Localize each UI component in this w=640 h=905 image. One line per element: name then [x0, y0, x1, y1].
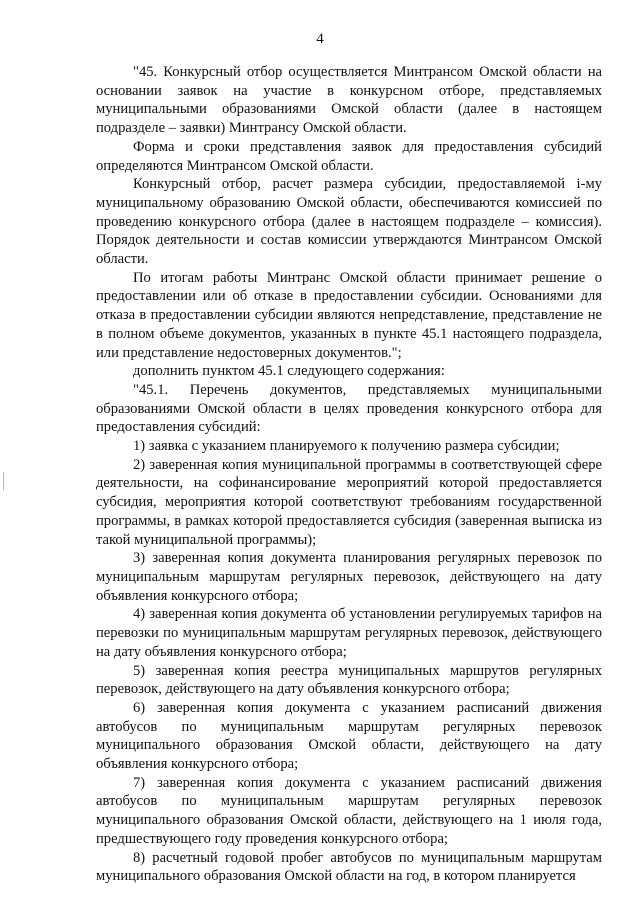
- list-item-2: 2) заверенная копия муниципальной программы в соответствующей сфере деятельности, на софинансирование мероприятий которой предоставляется субсидия, мероприятия которой соответствуют требованиям государственной программы, в рамках которой предоставляется субсидия (заверенная выписка из такой муниципальной программы);: [96, 456, 602, 548]
- list-item-8: 8) расчетный годовой пробег автобусов по муниципальным маршрутам муниципального образования Омской области на год, в котором планируется: [96, 849, 602, 885]
- page-number: 4: [316, 31, 324, 47]
- scan-artifact-line: [3, 472, 4, 490]
- list-item-7: 7) заверенная копия документа с указанием расписаний движения автобусов по муниципальным маршрутам регулярных перевозок муниципального образования Омской области, действующего на 1 июля года, предшествующего году проведения конкурсного отбора;: [96, 774, 602, 847]
- paragraph-commission: Конкурсный отбор, расчет размера субсидии, предоставляемой i-му муниципальному образованию Омской области, обеспечиваются комиссией по проведению конкурсного отбора (далее в настоящем подразделе – комиссия). Порядок деятельности и состав комиссии утверждаются Минтрансом Омской области.: [96, 176, 602, 268]
- list-item-4: 4) заверенная копия документа об установлении регулируемых тарифов на перевозки по муниципальным маршрутам регулярных перевозок, действующего на дату объявления конкурсного отбора;: [96, 606, 602, 660]
- paragraph-amendment-intro: дополнить пунктом 45.1 следующего содержания:: [133, 363, 445, 380]
- paragraph-45-1-heading: "45.1. Перечень документов, представляемых муниципальными образованиями Омской области в целях проведения конкурсного отбора для предоставления субсидий:: [96, 381, 602, 436]
- paragraph-form-and-terms: Форма и сроки представления заявок для предоставления субсидий определяются Минтрансом Омской области.: [96, 138, 602, 174]
- list-item-6: 6) заверенная копия документа с указанием расписаний движения автобусов по муниципальным маршрутам регулярных перевозок муниципального образования Омской области, действующего на дату объявления конкурсного отбора;: [96, 699, 602, 773]
- list-item-3: 3) заверенная копия документа планирования регулярных перевозок по муниципальным маршрутам регулярных перевозок, действующего на дату объявления конкурсного отбора;: [96, 550, 602, 604]
- paragraph-decision: По итогам работы Минтранс Омской области принимает решение о предоставлении или об отказе в предоставлении субсидии. Основаниями для отказа в предоставлении субсидии являются непредставление, представление не в полном объеме документов, указанных в пункте 45.1 настоящего подраздела, или представление недостоверных документов.";: [96, 269, 602, 361]
- list-item-1: 1) заявка с указанием планируемого к получению размера субсидии;: [133, 438, 560, 455]
- document-body: [96, 63, 602, 886]
- list-item-5: 5) заверенная копия реестра муниципальных маршрутов регулярных перевозок, действующего на дату объявления конкурсного отбора;: [96, 662, 602, 698]
- paragraph-45: "45. Конкурсный отбор осуществляется Минтрансом Омской области на основании заявок на участие в конкурсном отборе, представляемых муниципальными образованиями Омской области (далее в настоящем подразделе – заявки) Минтрансу Омской области.: [96, 64, 602, 137]
